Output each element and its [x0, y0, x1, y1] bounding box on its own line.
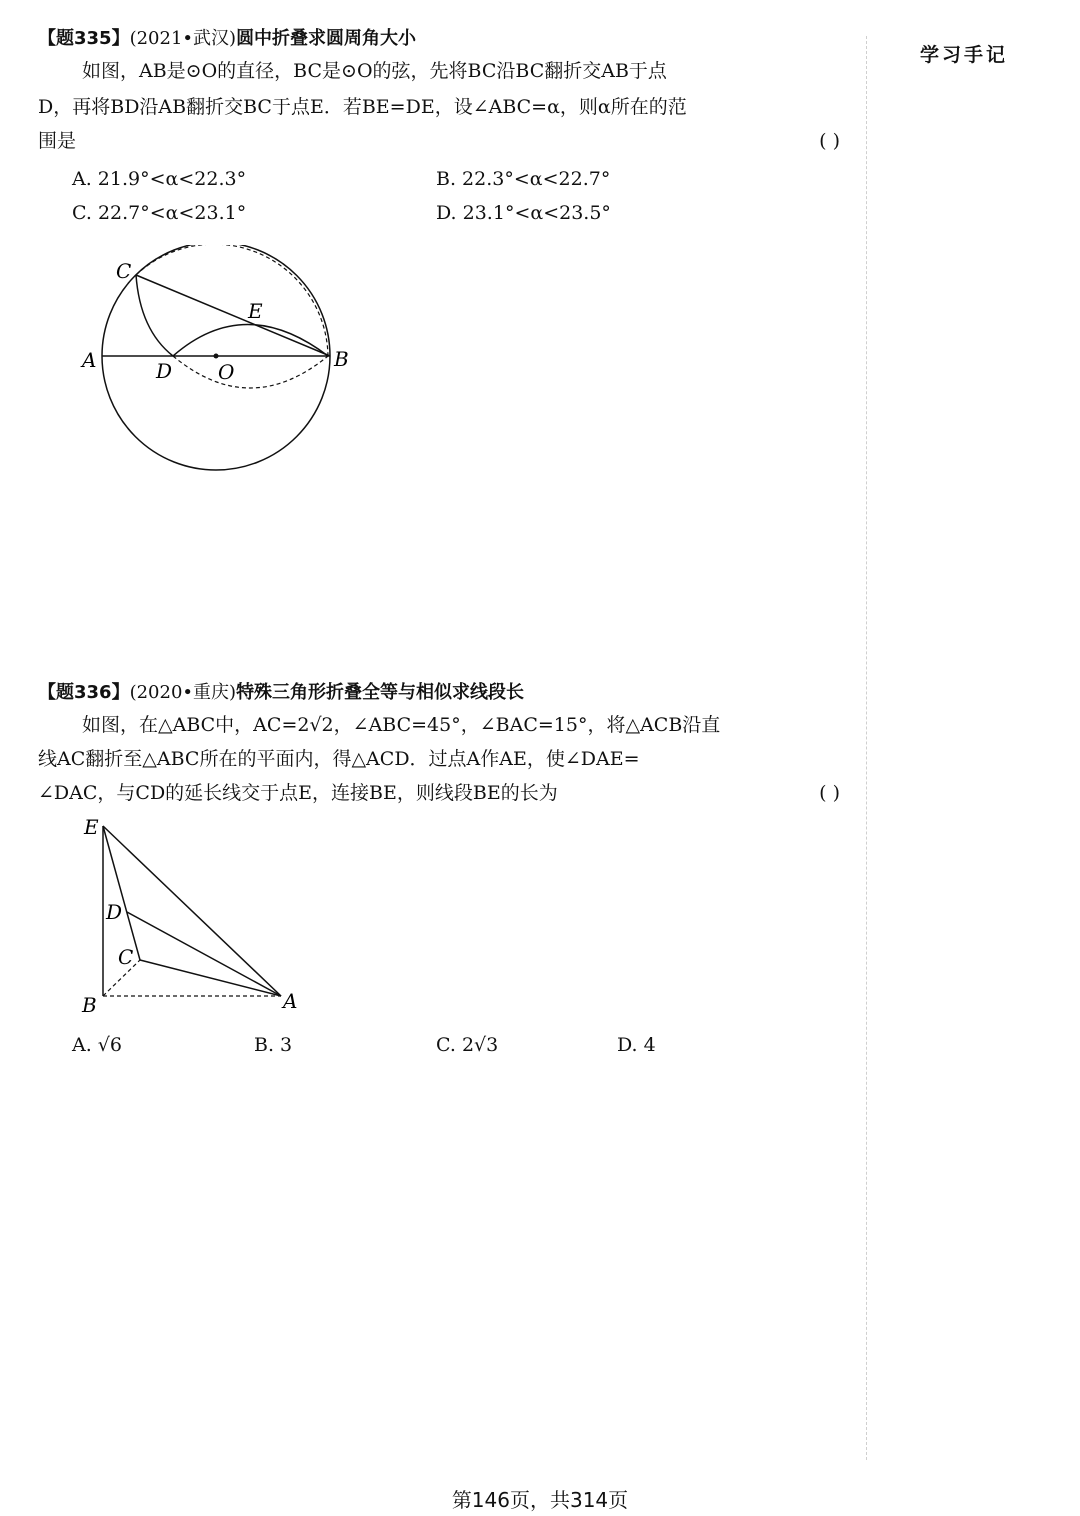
chord-cb — [136, 275, 330, 356]
q336-source: (2020•重庆) — [129, 682, 237, 703]
label-e: E — [84, 815, 99, 839]
label-b: B — [82, 993, 97, 1017]
q335-figure — [70, 245, 370, 485]
center-point-o — [214, 354, 219, 359]
q336-number: 【题336】 — [38, 682, 130, 703]
q335-option-b: B. 22.3°<α<22.7° — [436, 168, 611, 190]
q336-option-a: A. √6 — [72, 1034, 122, 1056]
folded-arc-deb — [173, 325, 328, 357]
label-d: D — [106, 900, 123, 924]
q335-option-d: D. 23.1°<α<23.5° — [436, 202, 611, 224]
label-d: D — [156, 359, 173, 383]
q335-text-line2: D，再将BD沿AB翻折交BC于点E．若BE=DE，设∠ABC=α，则α所在的范 — [38, 96, 687, 118]
q335-answer-paren: ( ) — [819, 130, 840, 152]
dashed-arc-db — [173, 356, 328, 388]
q335-text-line3: 围是 — [38, 130, 77, 152]
label-o: O — [218, 360, 235, 384]
q335-option-a: A. 21.9°<α<22.3° — [72, 168, 247, 190]
q335-source: (2021•武汉) — [129, 28, 237, 49]
folded-arc-cd — [136, 275, 173, 356]
label-a: A — [283, 989, 298, 1013]
q336-option-b: B. 3 — [254, 1034, 293, 1056]
q336-figure — [70, 812, 330, 1022]
q336-header — [38, 678, 524, 704]
q336-text-line1: 如图，在△ABC中，AC=2√2，∠ABC=45°，∠BAC=15°，将△ACB沿直 — [82, 714, 721, 736]
q336-text-line2: 线AC翻折至△ABC所在的平面内，得△ACD．过点A作AE，使∠DAE= — [38, 748, 640, 770]
q335-title: 圆中折叠求圆周角大小 — [236, 28, 417, 49]
segment-da — [127, 912, 281, 996]
q336-text-line3: ∠DAC，与CD的延长线交于点E，连接BE，则线段BE的长为 — [38, 782, 558, 804]
q336-option-c: C. 2√3 — [436, 1034, 499, 1056]
q335-text-line1: 如图，AB是⊙O的直径，BC是⊙O的弦，先将BC沿BC翻折交AB于点 — [82, 60, 667, 82]
q336-answer-paren: ( ) — [819, 782, 840, 804]
segment-ca — [140, 960, 281, 996]
label-b: B — [334, 347, 349, 371]
q335-option-c: C. 22.7°<α<23.1° — [72, 202, 247, 224]
label-c: C — [118, 945, 134, 969]
segment-ec — [103, 826, 140, 960]
label-e: E — [248, 299, 263, 323]
q335-header — [38, 24, 416, 50]
label-c: C — [116, 259, 132, 283]
notes-title: 学习手记 — [920, 44, 1009, 66]
q336-option-d: D. 4 — [617, 1034, 656, 1056]
q335-number: 【题335】 — [38, 28, 130, 49]
notes-divider — [866, 36, 867, 1460]
dashed-arc-bc — [136, 245, 328, 356]
label-a: A — [82, 348, 97, 372]
q336-title: 特殊三角形折叠全等与相似求线段长 — [236, 682, 525, 703]
page-footer: 第146页，共314页 — [451, 1488, 629, 1512]
